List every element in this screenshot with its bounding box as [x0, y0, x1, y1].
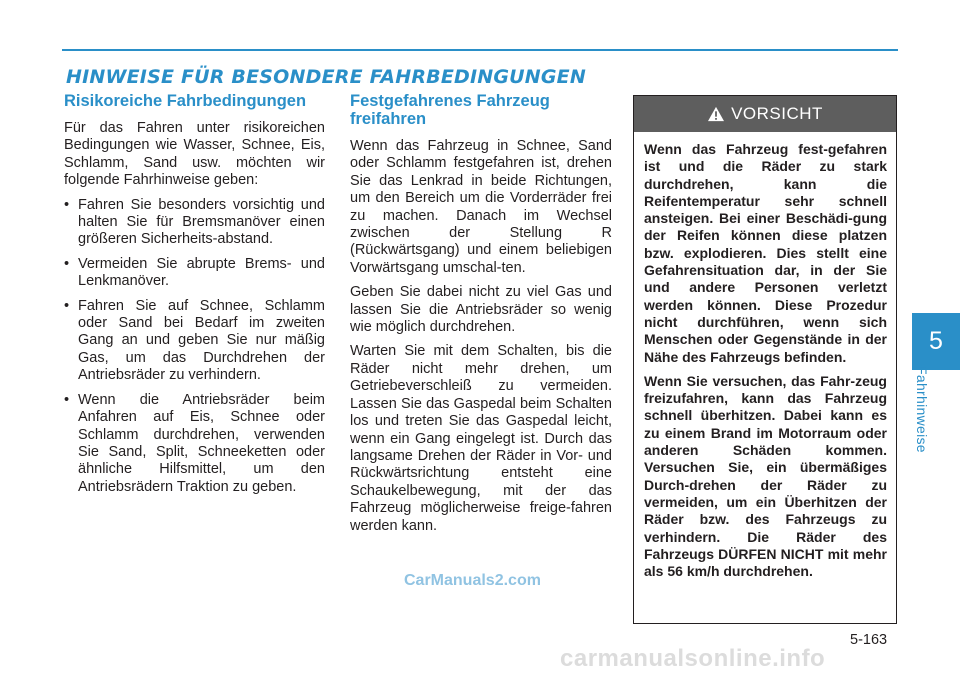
paragraph: Warten Sie mit dem Schalten, bis die Räder nicht mehr drehen, um Getriebeverschleiß zu vermeiden. Lassen Sie das Gaspedal beim Schalten los und treten Sie das Gaspedal leicht, wenn ein Gang eingelegt ist. Durch das langsame Drehen der Räder in Vor- und Rückwärtsrichtung entsteht eine Schaukelbewegung, mit der das Fahrzeug möglicherweise freige-fahren werden kann. [350, 343, 612, 534]
middle-column-heading: Festgefahrenes Fahrzeug freifahren [350, 92, 550, 128]
caution-header [634, 96, 896, 132]
bullet-icon: • [64, 391, 70, 408]
top-rule [62, 49, 898, 51]
list-item-text: Vermeiden Sie abrupte Brems- und Lenkmanöver. [78, 255, 325, 290]
list-item-text: Wenn die Antriebsräder beim Anfahren auf Eis, Schnee oder Schlamm durchdrehen, verwenden Sie Sand, Split, Schneeketten oder ähnliche Hilfsmittel, um den Antriebsrädern Traktion zu geben. [78, 391, 325, 495]
left-column-heading: Risikoreiche Fahrbedingungen [64, 92, 307, 110]
chapter-number: 5 [929, 327, 943, 355]
chapter-tab[interactable] [912, 313, 960, 370]
caution-paragraph: Wenn Sie versuchen, das Fahr-zeug freizufahren, kann das Fahrzeug schnell überhitzen. Dabei kann es zu einem Brand im Motorraum oder anderen Schäden kommen. Versuchen Sie, ein übermäßiges Durch-drehen der Räder zu vermeiden, um ein Überhitzen der Räder bzw. des Fahrzeugs zu verhindern. Die Räder des Fahrzeugs DÜRFEN NICHT mit mehr als 56 km/h durchdrehen. [644, 372, 887, 580]
caution-paragraph: Wenn das Fahrzeug fest-gefahren ist und die Räder zu stark durchdrehen, kann die Reifentemperatur sehr schnell ansteigen. Bei einer Beschädi-gung der Reifen können diese platzen bzw. explodieren. Dies stellt eine Gefahrensituation dar, in der Sie und andere Personen verletzt werden können. Diese Prozedur nicht durchführen, wenn sich Menschen oder Gegenstände in der Nähe des Fahrzeugs befinden. [644, 141, 887, 365]
bullet-icon: • [64, 196, 70, 213]
tips-list [64, 197, 325, 497]
caution-box [633, 95, 897, 624]
list-item [64, 298, 325, 385]
warning-triangle-icon [707, 106, 725, 122]
chapter-name: Fahrhinweise [914, 366, 930, 453]
paragraph: Geben Sie dabei nicht zu viel Gas und lassen Sie die Antriebsräder so wenig wie möglich durchdrehen. [350, 284, 612, 336]
page-number: 5-163 [850, 632, 888, 648]
watermark-logo[interactable]: CarManuals2.com [404, 572, 541, 589]
list-item [64, 392, 325, 496]
caution-body [634, 132, 896, 580]
caution-title: VORSICHT [731, 104, 823, 123]
list-item [64, 197, 325, 249]
paragraph: Wenn das Fahrzeug in Schnee, Sand oder Schlamm festgefahren ist, drehen Sie das Lenkrad in beide Richtungen, um den Bereich um die Vorderräder frei zu machen. Danach im Wechsel zwischen der Stellung R (Rückwärtsgang) und einem beliebigen Vorwärtsgang umschal-ten. [350, 138, 612, 276]
watermark-text[interactable]: carmanualsonline.info [560, 645, 826, 672]
left-column [64, 92, 325, 503]
bullet-icon: • [64, 297, 70, 314]
list-item [64, 256, 325, 291]
list-item-text: Fahren Sie auf Schnee, Schlamm oder Sand bei Bedarf im zweiten Gang an und geben Sie nur mäßig Gas, um das Durchdrehen der Antriebsräder zu verhindern. [78, 297, 325, 384]
section-title: HINWEISE FÜR BESONDERE FAHRBEDINGUNGEN [66, 66, 586, 88]
bullet-icon: • [64, 255, 70, 272]
left-column-intro: Für das Fahren unter risikoreichen Bedingungen wie Wasser, Schnee, Eis, Schlamm, Sand usw. möchten wir folgende Fahrhinweise geben: [64, 120, 325, 189]
middle-column [350, 92, 612, 542]
list-item-text: Fahren Sie besonders vorsichtig und halten Sie für Bremsmanöver einen größeren Sicherheits-abstand. [78, 196, 325, 248]
